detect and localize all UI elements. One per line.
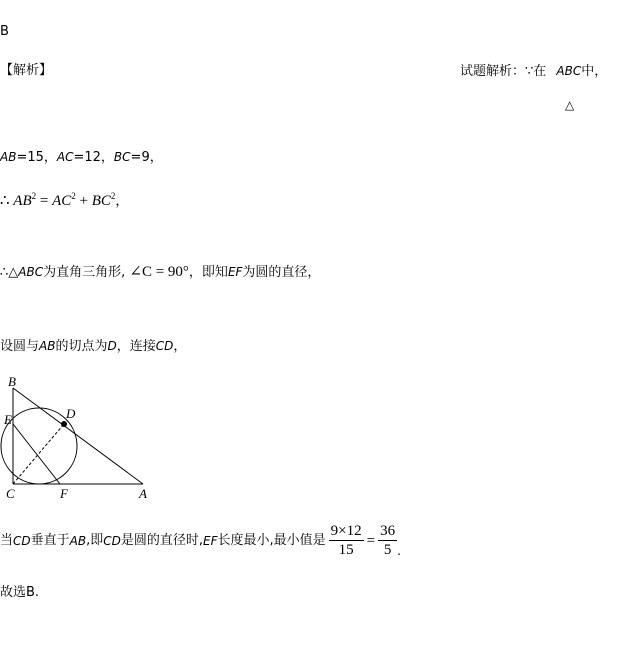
- ra-triangle: ABC: [18, 265, 44, 279]
- tan-p3: ，连接: [116, 339, 156, 354]
- conc-cd1: CD: [13, 533, 31, 548]
- pythag-exp-3: 2: [110, 191, 116, 201]
- given-sides: [0, 149, 163, 166]
- delta-symbol: △: [565, 98, 575, 112]
- intro-line: [460, 63, 607, 80]
- given-ab: AB: [0, 150, 17, 164]
- pythag-plus: +: [75, 193, 92, 209]
- pythag-tail: ，: [115, 194, 129, 209]
- label-e: E: [4, 412, 12, 427]
- fraction-1-numerator: 9×12: [330, 523, 362, 539]
- given-bc: BC: [113, 150, 131, 164]
- ra-mid: 为直角三角形,: [43, 265, 126, 280]
- pythag-equals: =: [36, 193, 53, 209]
- conclusion-line: [0, 522, 401, 559]
- given-eq2: =12，: [73, 150, 114, 165]
- tan-ab: AB: [39, 339, 56, 353]
- conc-p1: 当: [0, 532, 14, 548]
- intro-prefix: 试题解析：∵在: [460, 64, 547, 79]
- label-f: F: [60, 486, 68, 501]
- fraction-dot: .: [397, 544, 401, 558]
- ra-angle: ∠C = 90°: [129, 264, 189, 280]
- pythag-exp-2: 2: [71, 191, 76, 201]
- pythag-ac: AC: [52, 193, 72, 209]
- conc-p2: 垂直于: [30, 532, 70, 548]
- conc-cd2: CD: [103, 533, 121, 548]
- section-label: 【解析】: [0, 63, 53, 78]
- answer-letter: B: [0, 24, 9, 39]
- conc-ab: AB: [69, 533, 87, 548]
- ra-prefix: ∴△: [0, 265, 19, 280]
- given-eq3: =9，: [130, 150, 163, 165]
- fraction-2-denominator: 5: [383, 542, 392, 558]
- tan-p1: 设圆与: [0, 339, 40, 354]
- fraction-2: [378, 522, 397, 559]
- fraction-2-numerator: 36: [380, 523, 396, 539]
- conc-p4: 是圆的直径时,: [120, 532, 204, 548]
- label-a: A: [139, 486, 147, 501]
- geometry-figure: [0, 372, 160, 504]
- tan-d: D: [107, 339, 117, 353]
- tangent-line: [0, 338, 186, 355]
- pythag-exp-1: 2: [31, 191, 37, 201]
- tan-cd: CD: [155, 339, 174, 353]
- label-c: C: [6, 486, 15, 501]
- fraction-equals: =: [366, 532, 376, 549]
- tan-p2: 的切点为: [55, 339, 108, 354]
- conc-ef: EF: [203, 533, 218, 548]
- ra-tail: 为圆的直径，: [242, 265, 321, 280]
- fraction-1-denominator: 15: [338, 542, 354, 558]
- ra-ef: EF: [227, 265, 243, 279]
- ra-then: ，即知: [188, 265, 228, 280]
- point-d: [61, 421, 67, 427]
- pythag-bc: BC: [91, 193, 111, 209]
- given-eq1: =15，: [16, 150, 57, 165]
- tan-p4: ，: [173, 339, 187, 354]
- label-d: D: [66, 406, 76, 421]
- final-answer: 故选B.: [0, 585, 40, 600]
- therefore-symbol: ∴: [0, 193, 10, 209]
- pythag-ab: AB: [13, 193, 32, 209]
- right-angle-line: [0, 264, 320, 281]
- fraction-1: [329, 522, 364, 559]
- intro-triangle: ABC: [556, 64, 582, 78]
- pythagoras-equation: [0, 190, 128, 210]
- side-ab: [13, 388, 143, 484]
- intro-suffix: 中，: [581, 64, 608, 79]
- conc-p3: ,即: [86, 532, 104, 548]
- label-b: B: [8, 374, 16, 389]
- conc-p5: 长度最小,最小值是: [217, 532, 326, 548]
- given-ac: AC: [56, 150, 74, 164]
